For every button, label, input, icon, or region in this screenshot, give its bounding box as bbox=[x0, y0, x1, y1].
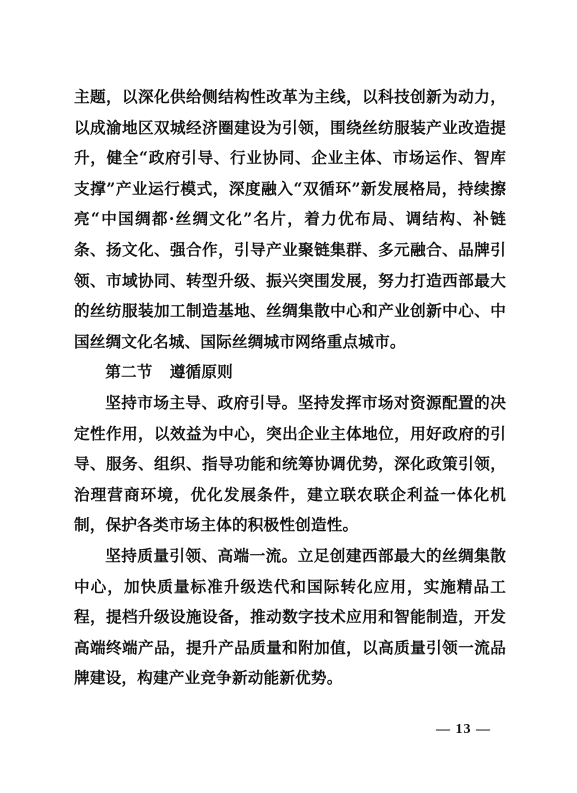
paragraph-principle-market: 坚持市场主导、政府引导。坚持发挥市场对资源配置的决定性作用，以效益为中心，突出企业主体地位，用好政府的引导、服务、组织、指导功能和统筹协调优势，深化政策引领，治理营商环境，优化发展条件，建立联农联企利益一体化机制，保护各类市场主体的积极性创造性。 bbox=[74, 392, 506, 535]
section-heading bbox=[74, 357, 506, 388]
paragraph-intro: 主题，以深化供给侧结构性改革为主线，以科技创新为动力，以成渝地区双城经济圈建设为引领，围绕丝纺服装产业改造提升，健全“政府引导、行业协同、企业主体、市场运作、智库支撑”产业运行模式，深度融入“双循环”新发展格局，持续擦亮“中国绸都·丝绸文化”名片，着力优布局、调结构、补链条、扬文化、强合作，引导产业聚链集群、多元融合、品牌引领、市域协同、转型升级、振兴突围发展，努力打造西部最大的丝纺服装加工制造基地、丝绸集散中心和产业创新中心、中国丝绸文化名城、国际丝绸城市网络重点城市。 bbox=[74, 87, 506, 351]
section-heading-title: 遵循原则 bbox=[169, 362, 233, 382]
body-text bbox=[74, 82, 506, 694]
page-number: — 13 — bbox=[436, 722, 491, 737]
section-heading-number: 第二节 bbox=[105, 362, 153, 382]
paragraph-principle-quality: 坚持质量引领、高端一流。立足创建西部最大的丝绸集散中心，加快质量标准升级迭代和国际转化应用，实施精品工程，提档升级设施设备，推动数字技术应用和智能制造，开发高端终端产品，提升产品质量和附加值，以高质量引领一流品牌建设，构建产业竞争新动能新优势。 bbox=[74, 545, 506, 688]
